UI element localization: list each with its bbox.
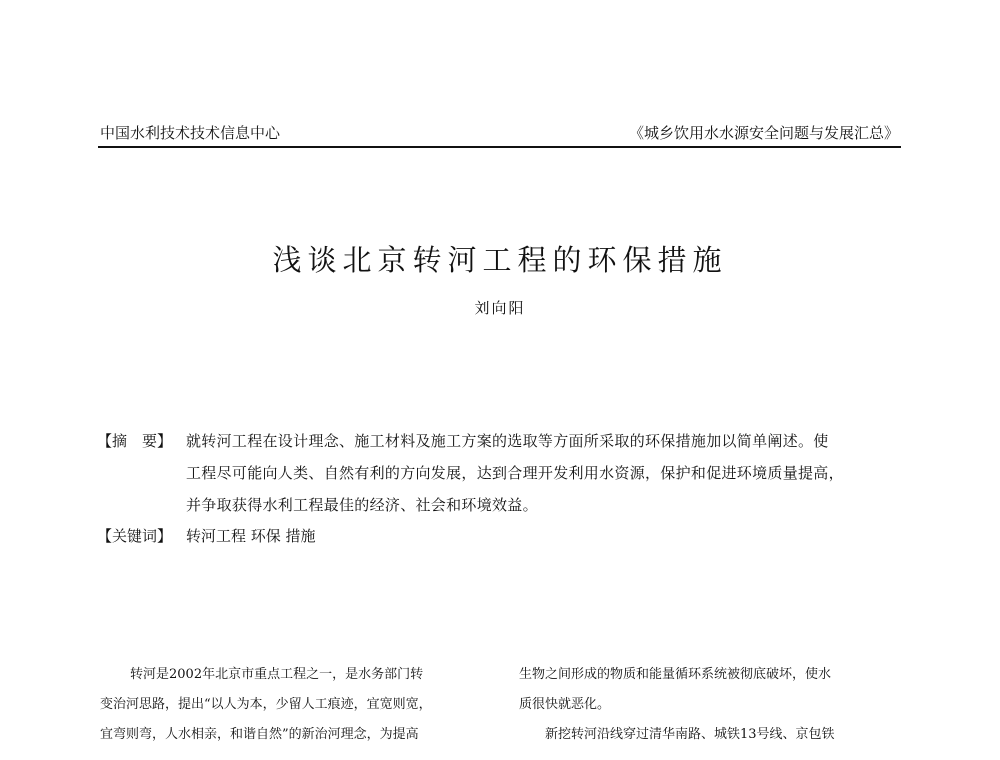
journal-header-right: 《城乡饮用水水源安全问题与发展汇总》 [628,124,899,142]
abstract-line-2: 工程尽可能向人类、自然有利的方向发展，达到合理开发利用水资源，保护和促进环境质量提高， [186,464,844,482]
abstract-line-3: 并争取获得水利工程最佳的经济、社会和环境效益。 [186,496,538,514]
abstract-label: 【摘 要】 [97,432,173,450]
body-right-line-1: 生物之间形成的物质和能量循环系统被彻底破坏，使水 [519,667,832,682]
body-left-line-3: 宜弯则弯，人水相亲，和谐自然”的新治河理念，为提高 [100,727,419,742]
body-right-line-3: 新挖转河沿线穿过清华南路、城铁13号线、京包铁 [545,727,835,742]
keywords-label: 【关键词】 [97,527,173,545]
keywords-text: 转河工程 环保 措施 [186,527,316,545]
journal-header-left: 中国水利技术技术信息中心 [100,124,281,142]
header-rule [98,146,901,148]
paper-title: 浅谈北京转河工程的环保措施 [272,243,728,277]
author-name: 刘向阳 [474,299,526,317]
body-left-line-2: 变治河思路，提出“以人为本，少留人工痕迹，宜宽则宽， [100,697,432,712]
body-right-line-2: 质很快就恶化。 [519,697,611,712]
body-left-line-1: 转河是2002年北京市重点工程之一，是水务部门转 [130,667,424,682]
abstract-line-1: 就转河工程在设计理念、施工材料及施工方案的选取等方面所采取的环保措施加以简单阐述。使 [186,432,829,450]
